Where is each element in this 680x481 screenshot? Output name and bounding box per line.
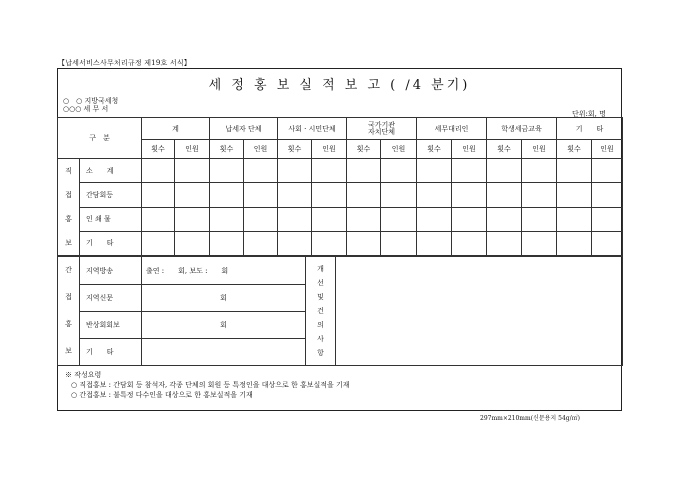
group-tax-agent-header: 세무대리인	[417, 118, 487, 140]
group-taxpayer-header: 납세자 단체	[210, 118, 278, 140]
input-cell[interactable]	[312, 159, 347, 183]
input-cell[interactable]	[557, 231, 592, 255]
people-header: 인원	[244, 140, 278, 159]
input-cell[interactable]	[522, 183, 557, 207]
row-local-newspaper: 지역신문	[80, 285, 142, 312]
group-total-header: 계	[142, 118, 210, 140]
input-cell[interactable]	[557, 207, 592, 231]
input-cell[interactable]	[522, 207, 557, 231]
indirect-label-char: 간	[65, 266, 72, 274]
input-cell[interactable]	[278, 183, 312, 207]
input-cell[interactable]	[417, 231, 452, 255]
input-cell[interactable]	[452, 207, 487, 231]
input-cell[interactable]	[487, 183, 522, 207]
suggestion-label	[306, 257, 336, 366]
paper-spec: 297mm×210mm(신문용지 54g/㎡)	[480, 415, 580, 422]
suggestion-box[interactable]	[336, 257, 623, 366]
people-header: 인원	[592, 140, 623, 159]
people-header: 인원	[381, 140, 417, 159]
local-broadcast-value[interactable]: 출연 : 회, 보도 : 회	[142, 257, 306, 285]
input-cell[interactable]	[175, 231, 210, 255]
unit-label: 단위:회, 명	[572, 110, 606, 118]
row-local-broadcast: 지역방송	[80, 257, 142, 285]
input-cell[interactable]	[557, 183, 592, 207]
local-newspaper-value[interactable]: 회	[142, 285, 306, 312]
row-community-bulletin: 반상회회보	[80, 312, 142, 339]
input-cell[interactable]	[592, 183, 623, 207]
group-student-header: 학생세금교육	[487, 118, 557, 140]
people-header: 인원	[175, 140, 210, 159]
office-block	[63, 97, 118, 113]
input-cell[interactable]	[278, 159, 312, 183]
input-cell[interactable]	[142, 231, 175, 255]
input-cell[interactable]	[381, 207, 417, 231]
input-cell[interactable]	[175, 183, 210, 207]
indirect-promotion-table	[57, 256, 623, 366]
count-header: 횟수	[347, 140, 381, 159]
input-cell[interactable]	[312, 183, 347, 207]
form-reference: 【납세서비스사무처리규정 제19호 서식】	[58, 59, 191, 67]
input-cell[interactable]	[487, 159, 522, 183]
input-cell[interactable]	[142, 183, 175, 207]
community-bulletin-value[interactable]: 회	[142, 312, 306, 339]
input-cell[interactable]	[381, 183, 417, 207]
input-cell[interactable]	[592, 231, 623, 255]
count-header: 횟수	[142, 140, 175, 159]
indirect-label-char: 보	[65, 347, 72, 355]
input-cell[interactable]	[312, 207, 347, 231]
input-cell[interactable]	[592, 207, 623, 231]
indirect-label-char: 접	[65, 293, 72, 301]
count-header: 횟수	[278, 140, 312, 159]
input-cell[interactable]	[522, 159, 557, 183]
input-cell[interactable]	[452, 183, 487, 207]
indirect-promotion-label	[58, 257, 80, 366]
input-cell[interactable]	[522, 231, 557, 255]
people-header: 인원	[452, 140, 487, 159]
suggestion-char: 의	[317, 321, 324, 329]
indirect-label-char: 홍	[65, 320, 72, 328]
input-cell[interactable]	[312, 231, 347, 255]
input-cell[interactable]	[142, 159, 175, 183]
input-cell[interactable]	[381, 159, 417, 183]
people-header: 인원	[312, 140, 347, 159]
count-header: 횟수	[487, 140, 522, 159]
count-header: 횟수	[417, 140, 452, 159]
suggestion-char: 항	[317, 349, 324, 357]
input-cell[interactable]	[244, 183, 278, 207]
direct-label-char: 접	[65, 191, 72, 199]
row-meetings: 간담회등	[80, 183, 142, 207]
input-cell[interactable]	[210, 207, 244, 231]
input-cell[interactable]	[417, 159, 452, 183]
input-cell[interactable]	[278, 207, 312, 231]
input-cell[interactable]	[452, 231, 487, 255]
indirect-other-value[interactable]	[142, 338, 306, 365]
input-cell[interactable]	[347, 183, 381, 207]
input-cell[interactable]	[417, 207, 452, 231]
input-cell[interactable]	[244, 231, 278, 255]
group-other-header: 기 타	[557, 118, 623, 140]
people-header: 인원	[522, 140, 557, 159]
input-cell[interactable]	[210, 183, 244, 207]
suggestion-char: 선	[317, 279, 324, 287]
input-cell[interactable]	[347, 207, 381, 231]
input-cell[interactable]	[487, 231, 522, 255]
direct-label-char: 보	[65, 239, 72, 247]
tax-office: ○○○ 세 무 서	[63, 105, 109, 113]
input-cell[interactable]	[142, 207, 175, 231]
input-cell[interactable]	[381, 231, 417, 255]
count-header: 횟수	[210, 140, 244, 159]
input-cell[interactable]	[175, 159, 210, 183]
direct-label-char: 홍	[65, 215, 72, 223]
input-cell[interactable]	[557, 159, 592, 183]
row-indirect-other: 기 타	[80, 338, 142, 365]
guide-item-indirect: ○ 간접홍보 : 불특정 다수인을 대상으로 한 홍보실적을 기재	[71, 391, 253, 399]
guide-item-direct: ○ 직접홍보 : 간담회 등 참석자, 각종 단체의 회원 등 특정인을 대상으로 한 홍보실적을 기재	[71, 381, 350, 389]
row-other: 기 타	[80, 231, 142, 255]
category-header: 구 분	[58, 118, 142, 159]
writing-guide	[65, 370, 350, 400]
row-subtotal: 소 계	[80, 159, 142, 183]
suggestion-char: 개	[317, 265, 324, 273]
guide-heading: ※ 작성요령	[65, 371, 102, 379]
regional-office: ○ ○ 지방국세청	[63, 97, 119, 105]
count-header: 횟수	[557, 140, 592, 159]
input-cell[interactable]	[347, 159, 381, 183]
input-cell[interactable]	[210, 231, 244, 255]
input-cell[interactable]	[347, 231, 381, 255]
page-title: 세 정 홍 보 실 적 보 고 ( /4 분기)	[208, 78, 471, 93]
direct-label-char: 직	[65, 167, 72, 175]
group-government-header: 국가기관 자치단체	[347, 118, 417, 140]
group-civic-header: 사회 · 시민단체	[278, 118, 347, 140]
input-cell[interactable]	[210, 159, 244, 183]
input-cell[interactable]	[487, 207, 522, 231]
input-cell[interactable]	[278, 231, 312, 255]
input-cell[interactable]	[417, 183, 452, 207]
direct-promotion-label	[58, 159, 80, 256]
row-printed: 인 쇄 물	[80, 207, 142, 231]
input-cell[interactable]	[244, 207, 278, 231]
suggestion-char: 사	[317, 335, 324, 343]
direct-promotion-table	[57, 117, 623, 256]
suggestion-char: 및	[317, 293, 324, 301]
input-cell[interactable]	[175, 207, 210, 231]
input-cell[interactable]	[452, 159, 487, 183]
input-cell[interactable]	[592, 159, 623, 183]
suggestion-char: 건	[317, 307, 324, 315]
input-cell[interactable]	[244, 159, 278, 183]
